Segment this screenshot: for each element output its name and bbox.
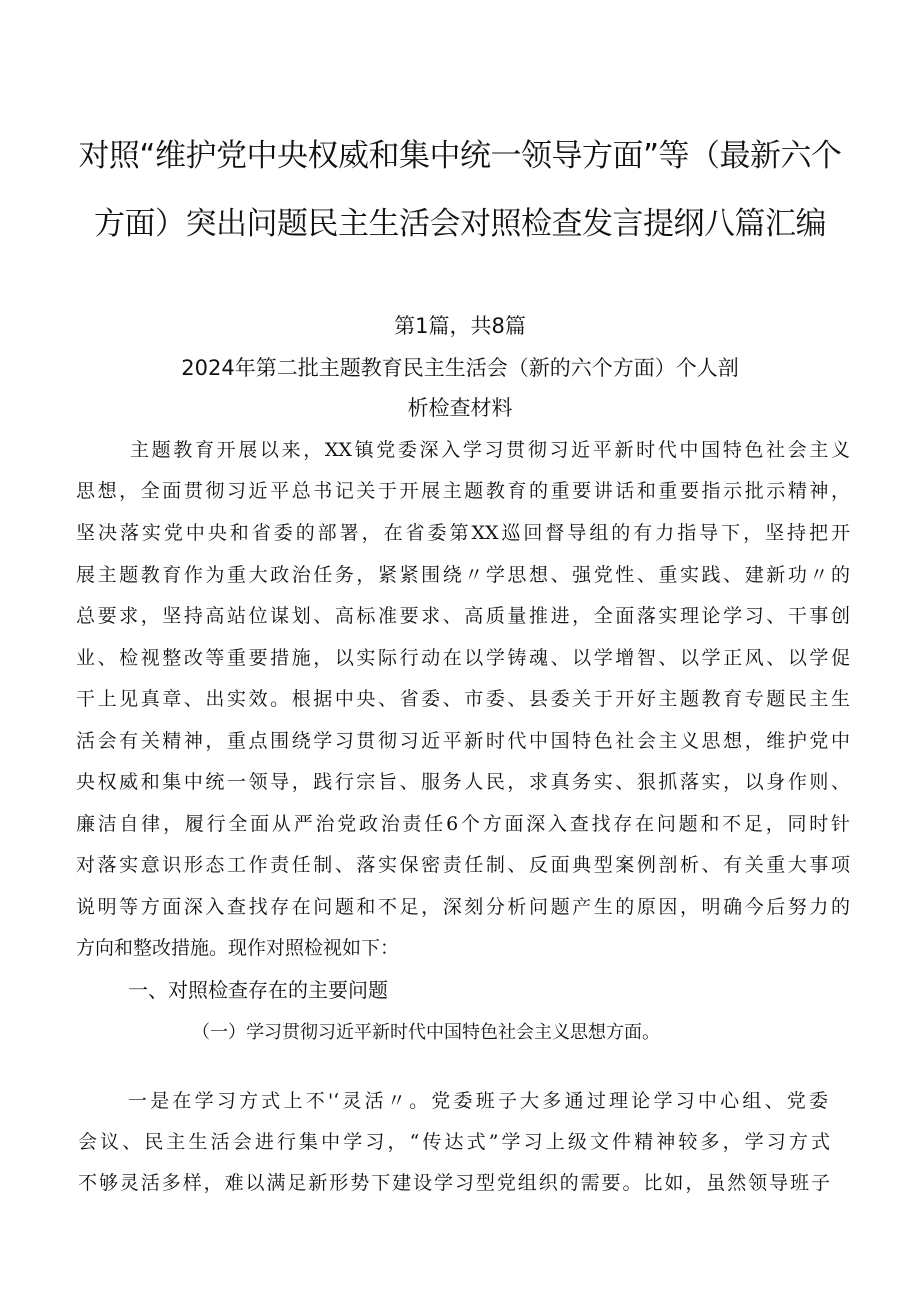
issue-line: 不够灵活多样，难以满足新形势下建设学习型党组织的需要。比如，虽然领导班子	[78, 1172, 830, 1194]
part-label: 第1篇，共8篇	[394, 314, 526, 338]
intro-line: 干上见真章、出实效。根据中央、省委、市委、县委关于开好主题教育专题民主生	[76, 688, 850, 710]
intro-line: 总要求，坚持高站位谋划、高标准要求、高质量推进，全面落实理论学习、干事创	[76, 605, 850, 627]
intro-line: 思想，全面贯彻习近平总书记关于开展主题教育的重要讲话和重要指示批示精神，	[76, 480, 850, 502]
intro-line: 主题教育开展以来，XX镇党委深入学习贯彻习近平新时代中国特色社会主义	[130, 439, 850, 461]
document-title-line-1: 对照“维护党中央权威和集中统一领导方面”等（最新六个	[78, 138, 842, 174]
subtitle-line-1: 2024年第二批主题教育民主生活会（新的六个方面）个人剖	[181, 356, 739, 380]
intro-line: 廉洁自律，履行全面从严治党政治责任6个方面深入查找存在问题和不足，同时针	[76, 813, 850, 835]
intro-line: 业、检视整改等重要措施，以实际行动在以学铸魂、以学增智、以学正风、以学促	[76, 647, 850, 669]
section-heading: 一、对照检查存在的主要问题	[128, 978, 388, 1002]
document-title-line-2: 方面）突出问题民主生活会对照检查发言提纲八篇汇编	[94, 206, 826, 242]
intro-line: 方向和整改措施。现作对照检视如下：	[76, 937, 400, 959]
intro-line: 活会有关精神，重点围绕学习贯彻习近平新时代中国特色社会主义思想，维护党中	[76, 730, 850, 752]
intro-line: 说明等方面深入查找存在问题和不足，深刻分析问题产生的原因，明确今后努力的	[76, 896, 850, 918]
intro-line: 央权威和集中统一领导，践行宗旨、服务人民，求真务实、狠抓落实，以身作则、	[76, 771, 850, 793]
subsection-heading: （一）学习贯彻习近平新时代中国特色社会主义思想方面。	[192, 1022, 660, 1043]
intro-line: 展主题教育作为重大政治任务，紧紧围绕〃学思想、强党性、重实践、建新功〃的	[76, 564, 850, 586]
intro-line: 坚决落实党中央和省委的部署，在省委第XX巡回督导组的有力指导下，坚持把开	[76, 522, 850, 544]
issue-line: 一是在学习方式上不'‘灵活〃。党委班子大多通过理论学习中心组、党委	[128, 1090, 828, 1112]
intro-line: 对落实意识形态工作责任制、落实保密责任制、反面典型案例剖析、有关重大事项	[76, 854, 850, 876]
subtitle-line-2: 析检查材料	[407, 396, 513, 420]
issue-line: 会议、民主生活会进行集中学习，“传达式”学习上级文件精神较多，学习方式	[78, 1131, 830, 1153]
